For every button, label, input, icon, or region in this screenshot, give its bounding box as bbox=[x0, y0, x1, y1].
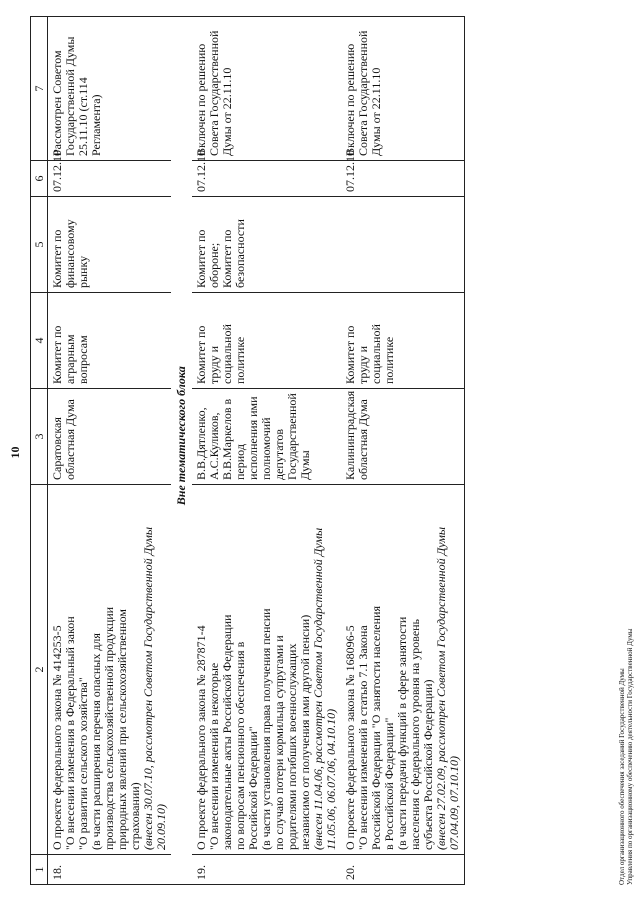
col-header: 2 bbox=[31, 485, 48, 855]
note: Включен по решению Совета Государственной Думы от 22.11.10 bbox=[341, 17, 465, 161]
bill-line: О проекте федерального закона № 414253-5 bbox=[50, 625, 64, 850]
bill-note: (внесен 30.07.10, рассмотрен Советом Государственной Думы 20.09.10) bbox=[141, 526, 168, 850]
bill-line: Российской Федерации" bbox=[246, 726, 260, 850]
author: В.В.Дятленко, А.С.Куликов, В.В.Маркелов в период исполнения ими полномочий депутатов Государственной Думы bbox=[192, 389, 341, 485]
committee-main: Комитет по труду и социальной политике bbox=[341, 293, 465, 389]
bill-line: производства сельскохозяйственной продукции bbox=[102, 606, 116, 850]
bill-line: (в части передачи функций в сфере занятости bbox=[395, 616, 409, 850]
footer bbox=[618, 17, 634, 885]
committee-co bbox=[341, 197, 465, 293]
bill-title bbox=[341, 485, 465, 855]
bill-note: (внесен 11.04.06, рассмотрен Советом Государственной Думы 11.05.06, 06.07.06, 04.10.10) bbox=[311, 527, 338, 850]
col-header: 1 bbox=[31, 855, 48, 885]
item-number: 20. bbox=[341, 855, 465, 885]
agenda-table bbox=[30, 16, 465, 885]
page-number: 10 bbox=[8, 446, 22, 459]
bill-line: страховании) bbox=[128, 782, 142, 850]
committee-co: Комитет по финансовому рынку bbox=[48, 197, 172, 293]
col-header: 6 bbox=[31, 161, 48, 197]
col-header: 7 bbox=[31, 17, 48, 161]
bill-line: по вопросам пенсионного обеспечения в bbox=[233, 641, 247, 850]
bill-line: О проекте федерального закона № 287871-4 bbox=[194, 625, 208, 850]
author: Саратовская областная Дума bbox=[48, 389, 172, 485]
bill-line: природных явлений при сельскохозяйственном bbox=[115, 609, 129, 850]
bill-line: Российской Федерации "О занятости населения bbox=[369, 606, 383, 850]
date: 07.12.10 bbox=[48, 161, 172, 197]
col-header: 3 bbox=[31, 389, 48, 485]
col-header: 5 bbox=[31, 197, 48, 293]
table-row bbox=[192, 17, 341, 885]
block-title-row bbox=[171, 17, 192, 885]
bill-line: О проекте федерального закона № 168096-5 bbox=[343, 625, 357, 850]
table-row bbox=[341, 17, 465, 885]
footer-line: Отдел организационного обеспечения заседаний Государственной Думы bbox=[618, 668, 626, 885]
bill-note: (внесен 27.02.09, рассмотрен Советом Государственной Думы 07.04.09, 07.10.10) bbox=[434, 526, 461, 850]
bill-line: населения с федерального уровня на уровень bbox=[408, 618, 422, 850]
author: Калининградская областная Дума bbox=[341, 389, 465, 485]
committee-co: Комитет по обороне; Комитет по безопасности bbox=[192, 197, 341, 293]
bill-line: "О внесении изменений в некоторые bbox=[207, 662, 221, 850]
committee-main: Комитет по труду и социальной политике bbox=[192, 293, 341, 389]
bill-title bbox=[48, 485, 172, 855]
bill-line: субъекта Российской Федерации) bbox=[421, 679, 435, 850]
bill-line: (в части расширения перечня опасных для bbox=[89, 633, 103, 850]
date: 07.12.10 bbox=[192, 161, 341, 197]
date: 07.12.10 bbox=[341, 161, 465, 197]
bill-line: родителями погибших военнослужащих bbox=[285, 643, 299, 850]
bill-line: в Российской Федерации" bbox=[382, 717, 396, 850]
bill-title bbox=[192, 485, 341, 855]
item-number: 18. bbox=[48, 855, 172, 885]
table-row bbox=[48, 17, 172, 885]
block-title: Вне тематического блока bbox=[171, 17, 192, 855]
bill-line: "О внесении изменений в статью 7.1 Закона bbox=[356, 625, 370, 850]
bill-line: "О внесении изменения в Федеральный закон bbox=[63, 616, 77, 850]
footer-line: Управления по организационному обеспечению деятельности Государственной Думы bbox=[626, 628, 634, 885]
bill-line: по случаю потери кормильца супругами и bbox=[272, 635, 286, 850]
table-header-row bbox=[31, 17, 48, 885]
bill-line: законодательные акты Российской Федерации bbox=[220, 614, 234, 850]
bill-line: независимо от получения ими другой пенсии) bbox=[298, 614, 312, 850]
note: Включен по решению Совета Государственной Думы от 22.11.10 bbox=[192, 17, 341, 161]
committee-main: Комитет по аграрным вопросам bbox=[48, 293, 172, 389]
item-number: 19. bbox=[192, 855, 341, 885]
bill-line: "О развитии сельского хозяйства" bbox=[76, 677, 90, 850]
note: Рассмотрен Советом Государственной Думы 25.11.10 (ст.114 Регламента) bbox=[48, 17, 172, 161]
bill-line: (в части установления права получения пенсии bbox=[259, 608, 273, 850]
col-header: 4 bbox=[31, 293, 48, 389]
